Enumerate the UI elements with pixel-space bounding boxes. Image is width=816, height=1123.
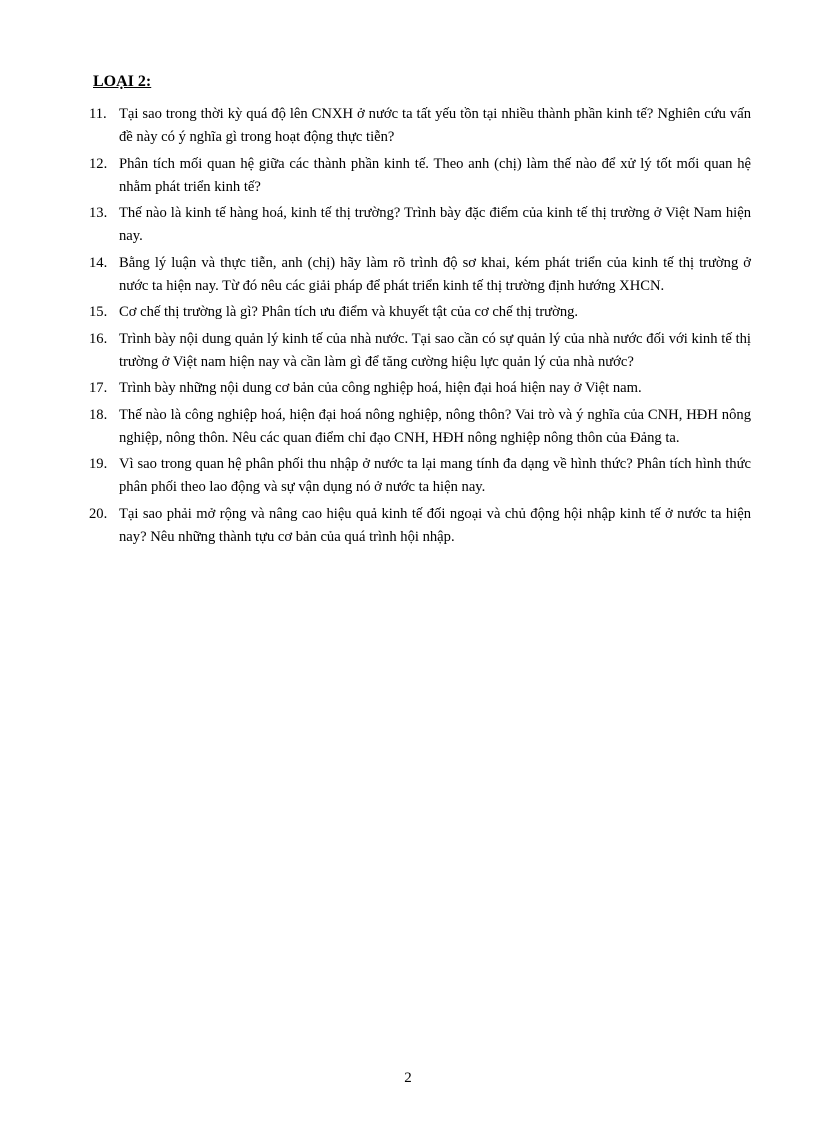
question-number: 11. [89, 106, 107, 122]
question-number: 17. [89, 380, 108, 397]
question-item [89, 377, 751, 400]
question-text: Tại sao trong thời kỳ quá độ lên CNXH ở nước ta tất yếu tồn tại nhiều thành phần kinh tế? Nghiên cứu vấn đề này có ý nghĩa gì trong hoạt động thực tiễn? [119, 106, 751, 146]
question-number: 19. [89, 456, 108, 473]
question-number: 18. [89, 406, 108, 423]
question-item [89, 453, 751, 500]
question-text: Trình bày nội dung quản lý kinh tế của nhà nước. Tại sao cần có sự quản lý của nhà nước đối với kinh tế thị trường ở Việt nam hiện nay và cần làm gì để tăng cường hiệu lực quản lý của nhà nước? [119, 330, 751, 370]
question-item [89, 103, 751, 150]
question-item [89, 252, 751, 299]
question-text: Trình bày những nội dung cơ bản của công nghiệp hoá, hiện đại hoá hiện nay ở Việt nam. [119, 380, 642, 397]
question-number: 14. [89, 254, 108, 271]
question-item [89, 202, 751, 249]
question-list [89, 103, 751, 552]
question-text: Cơ chế thị trường là gì? Phân tích ưu điểm và khuyết tật của cơ chế thị trường. [119, 304, 579, 321]
page-number: 2 [404, 1070, 412, 1086]
question-item [89, 153, 751, 200]
question-number: 12. [89, 155, 108, 172]
question-item [89, 404, 751, 451]
question-number: 16. [89, 330, 108, 347]
question-text: Vì sao trong quan hệ phân phối thu nhập ở nước ta lại mang tính đa dạng về hình thức? Phân tích hình thức phân phối theo lao động và sự vận dụng nó ở nước ta hiện nay. [119, 456, 751, 496]
question-text: Thế nào là kinh tế hàng hoá, kinh tế thị trường? Trình bày đặc điểm của kinh tế thị trường ở Việt Nam hiện nay. [119, 205, 751, 245]
question-text: Tại sao phải mở rộng và nâng cao hiệu quả kinh tế đối ngoại và chủ động hội nhập kinh tế ở nước ta hiện nay? Nêu những thành tựu cơ bản của quá trình hội nhập. [119, 505, 751, 546]
section-heading: LOẠI 2: [93, 73, 152, 90]
question-item [89, 328, 751, 375]
question-text: Thế nào là công nghiệp hoá, hiện đại hoá nông nghiệp, nông thôn? Vai trò và ý nghĩa của CNH, HĐH nông nghiệp, nông thôn. Nêu các quan điểm chỉ đạo CNH, HĐH nông nghiệp nông thôn của Đảng ta. [119, 406, 751, 446]
question-number: 15. [89, 304, 108, 321]
question-item [89, 301, 751, 324]
question-number: 20. [89, 505, 108, 522]
question-number: 13. [89, 205, 108, 222]
question-item [89, 503, 751, 550]
question-text: Phân tích mối quan hệ giữa các thành phần kinh tế. Theo anh (chị) làm thế nào để xử lý tốt mối quan hệ nhằm phát triển kinh tế? [119, 155, 751, 195]
question-text: Bằng lý luận và thực tiễn, anh (chị) hãy làm rõ trình độ sơ khai, kém phát triển của kinh tế thị trường ở nước ta hiện nay. Từ đó nêu các giải pháp để phát triển kinh tế thị trường định hướng XHCN. [119, 254, 751, 295]
